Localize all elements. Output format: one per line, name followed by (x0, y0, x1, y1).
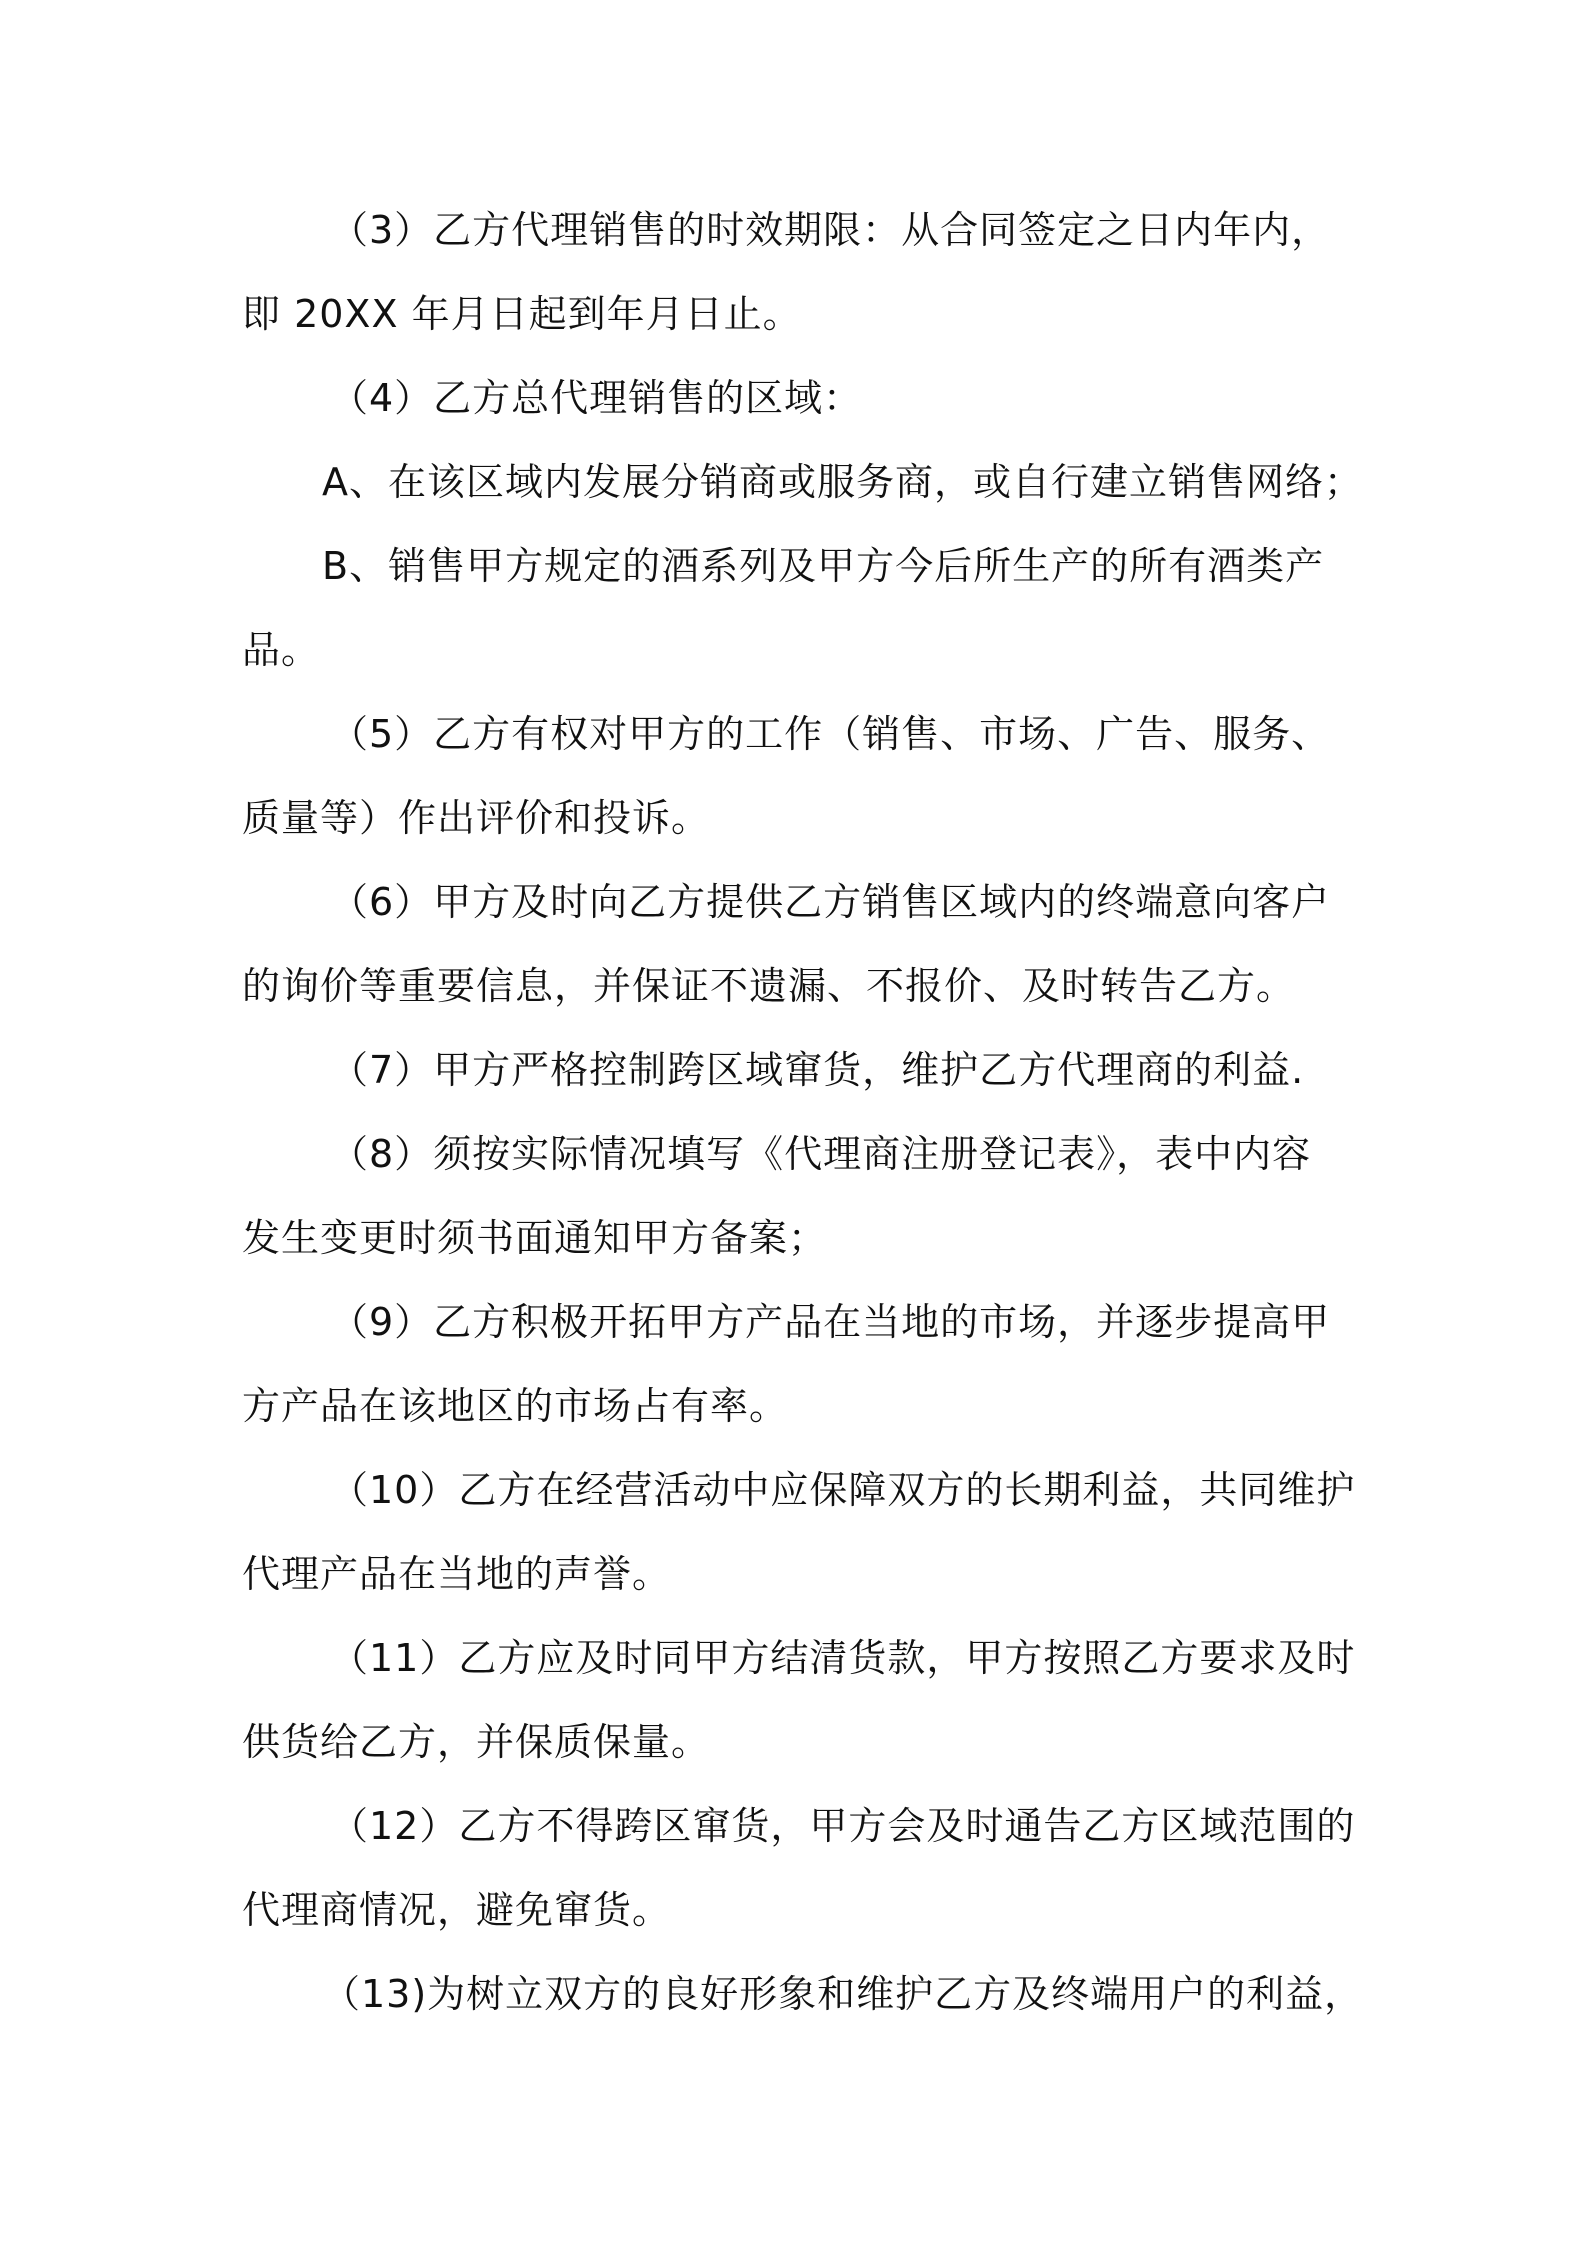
line-17: 代理产品在当地的声誉。 (242, 1552, 672, 1596)
line-1: （3）乙方代理销售的时效期限：从合同签定之日内年内， (330, 208, 1331, 252)
line-7: （5）乙方有权对甲方的工作（销售、市场、广告、服务、 (330, 712, 1331, 756)
line-12: （8）须按实际情况填写《代理商注册登记表》，表中内容 (330, 1132, 1312, 1176)
line-14: （9）乙方积极开拓甲方产品在当地的市场，并逐步提高甲 (330, 1300, 1331, 1344)
line-9: （6）甲方及时向乙方提供乙方销售区域内的终端意向客户 (330, 880, 1331, 924)
line-11: （7）甲方严格控制跨区域窜货，维护乙方代理商的利益. (330, 1048, 1305, 1092)
line-5: B、销售甲方规定的酒系列及甲方今后所生产的所有酒类产 (322, 544, 1325, 588)
line-18: （11）乙方应及时同甲方结清货款，甲方按照乙方要求及时 (330, 1636, 1356, 1680)
line-16: （10）乙方在经营活动中应保障双方的长期利益，共同维护 (330, 1468, 1356, 1512)
line-10: 的询价等重要信息，并保证不遗漏、不报价、及时转告乙方。 (242, 964, 1296, 1008)
line-3: （4）乙方总代理销售的区域： (330, 376, 863, 420)
line-6: 品。 (242, 628, 321, 672)
line-15: 方产品在该地区的市场占有率。 (242, 1384, 789, 1428)
line-13: 发生变更时须书面通知甲方备案； (242, 1216, 828, 1260)
line-19: 供货给乙方，并保质保量。 (242, 1720, 711, 1764)
line-2: 即 20XX 年月日起到年月日止。 (242, 292, 802, 336)
line-22: （13)为树立双方的良好形象和维护乙方及终端用户的利益， (322, 1972, 1364, 2016)
line-8: 质量等）作出评价和投诉。 (242, 796, 711, 840)
line-21: 代理商情况，避免窜货。 (242, 1888, 672, 1932)
line-4: A、在该区域内发展分销商或服务商，或自行建立销售网络； (322, 460, 1363, 504)
line-20: （12）乙方不得跨区窜货，甲方会及时通告乙方区域范围的 (330, 1804, 1356, 1848)
